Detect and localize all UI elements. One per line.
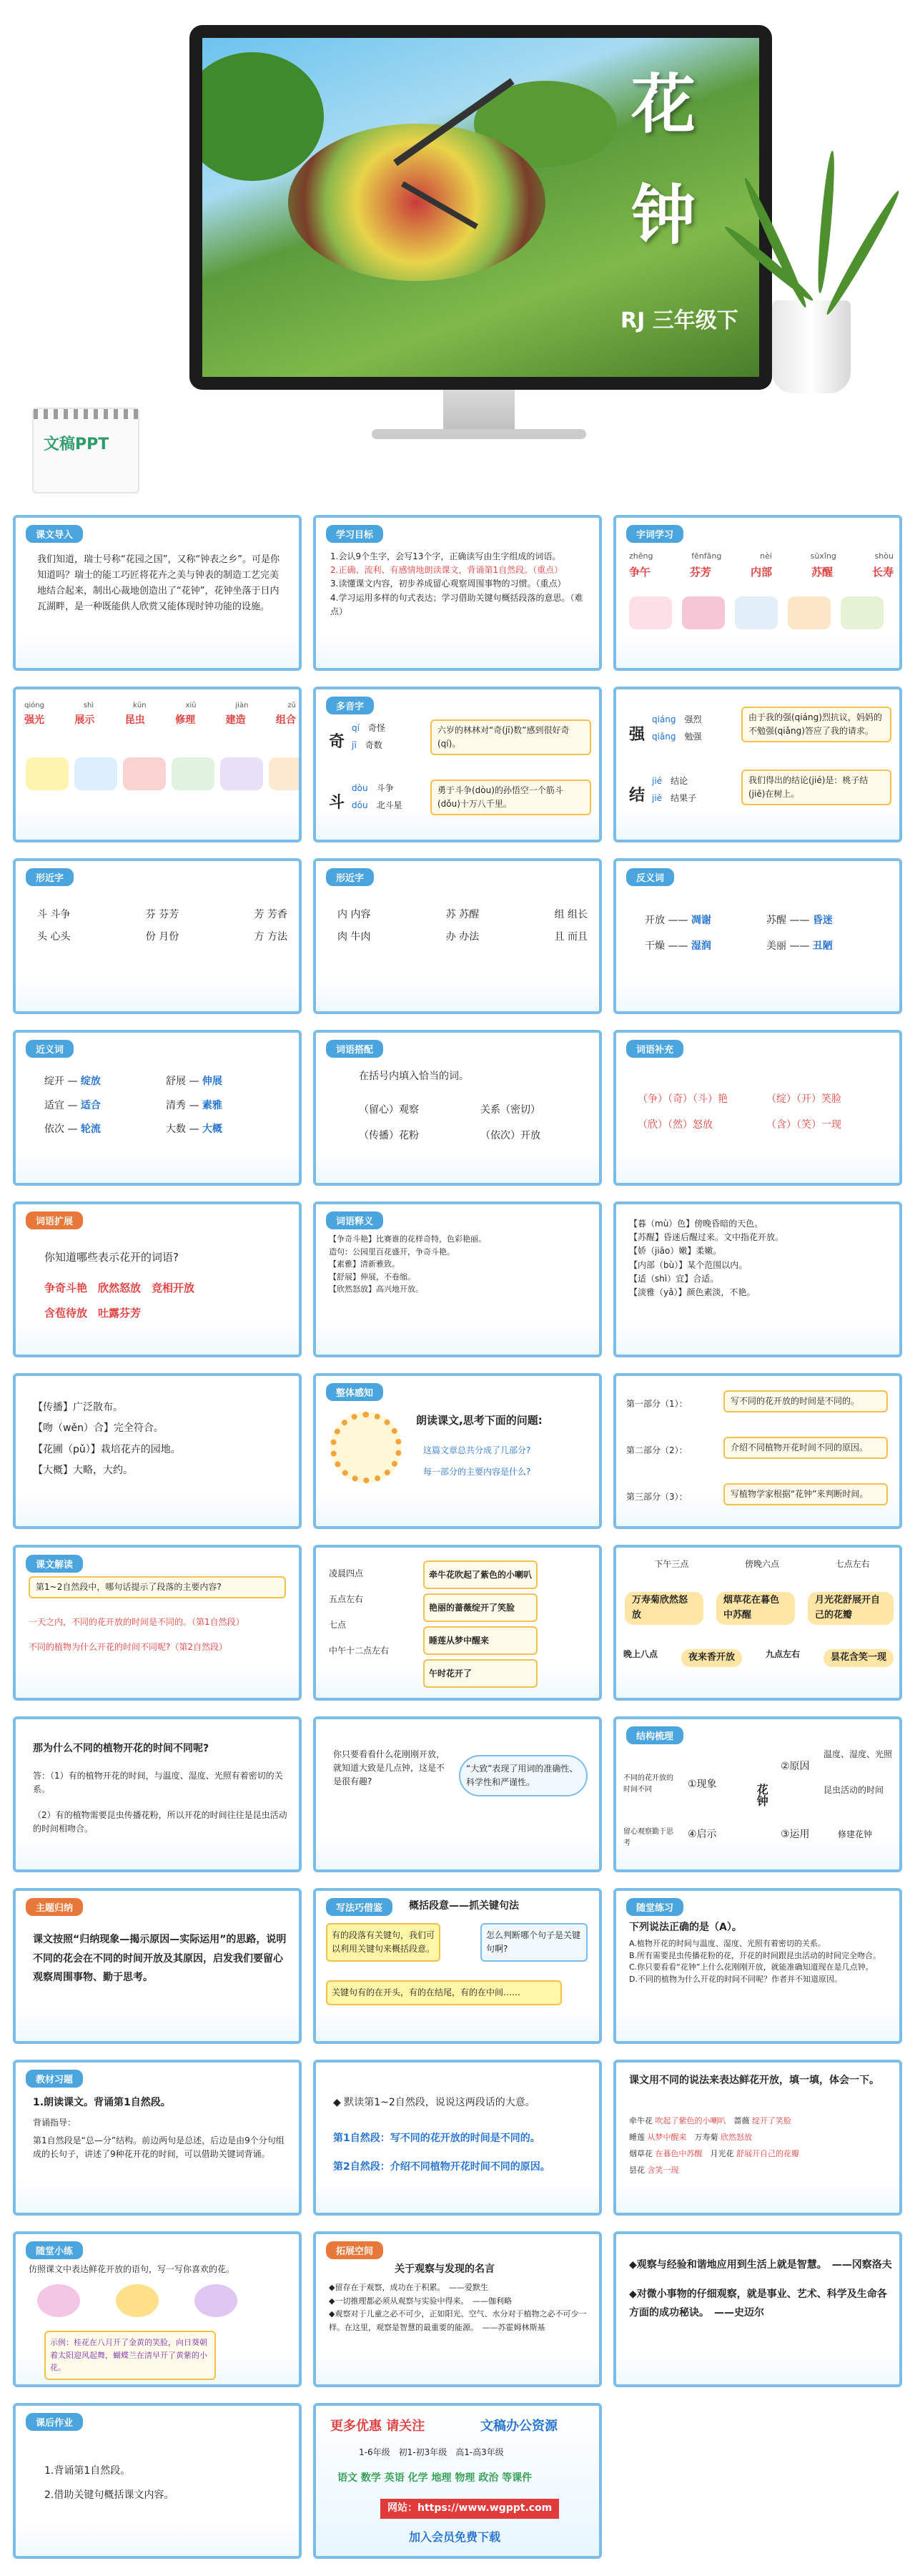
slide-intro — [13, 515, 302, 671]
homework-item: 1.背诵第1自然段。 — [44, 2465, 131, 2477]
supplement-item: （含）（笑）一现 — [766, 1119, 841, 1131]
plant-pot — [772, 300, 851, 393]
flower-name: 烟草花 — [629, 2149, 653, 2159]
slide-parts — [613, 1373, 902, 1529]
option: A.植物开花的时间与温度、湿度、光照有着密切的关系。 — [629, 1939, 826, 1948]
polyphone-char: 结 — [629, 787, 646, 805]
slide-badge: 形近字 — [326, 868, 374, 886]
char: 苏 — [445, 909, 456, 920]
example-sentence: 我们得出的结论(jié)是：桃子结(jiē)在树上。 — [741, 770, 891, 805]
slide-overview — [313, 1373, 602, 1529]
flower-event: 艳丽的蔷薇绽开了笑脸 — [423, 1593, 538, 1622]
slide-writing-method — [313, 1888, 602, 2044]
word: 奇数 — [365, 740, 382, 750]
slide-extension — [313, 2231, 602, 2387]
slide-badge: 结构梳理 — [626, 1726, 683, 1744]
flower-name: 牵牛花 — [629, 2116, 653, 2125]
slide-quotes — [613, 2231, 902, 2387]
goal-item: 4.学习运用多样的句式表达；学习借助关键句概括段落的意思。（难点） — [330, 592, 583, 616]
slide-exercise — [13, 2060, 302, 2216]
slide-badge: 近义词 — [26, 1040, 74, 1058]
promo-subjects: 语文 数学 英语 化学 地理 物理 政治 等课件 — [337, 2472, 533, 2484]
slide-word-expansion — [13, 1201, 302, 1357]
structure-node: ②原因 — [781, 1761, 810, 1772]
note-bubble: “大致”表现了用词的准确性、科学性和严谨性。 — [459, 1755, 588, 1796]
option: D.不同的植物为什么开花的时间不同呢？作者并不知道原因。 — [629, 1974, 842, 1984]
word: 美丽 — [766, 940, 786, 953]
slide-badge: 反义词 — [626, 868, 674, 886]
homework-item: 2.借助关键句概括课文内容。 — [44, 2489, 174, 2501]
slide-antonyms: 反义词 开放 —— 凋谢 干燥 —— 湿润 苏醒 —— 昏迷 美丽 —— 丑陋 — [613, 858, 902, 1014]
word: 北斗星 — [376, 800, 402, 810]
flower-event: 午时花开了 — [423, 1659, 538, 1688]
word: 芳香 — [267, 909, 287, 920]
cover-title-char-2: 钟 — [631, 177, 696, 253]
speech-bubble: 有的段落有关键句，我们可以利用关键句来概括段意。 — [326, 1923, 440, 1962]
answer: 不同的植物为什么开花的时间不同呢?（第2自然段） — [29, 1642, 228, 1652]
slide-badge: 多音字 — [326, 697, 374, 714]
pinyin: zhēng — [629, 551, 653, 561]
char: 头 — [37, 930, 47, 943]
synonym: 素雅 — [202, 1099, 222, 1111]
word: 长寿 — [871, 566, 894, 579]
collocation-item: （留心）观察 — [359, 1104, 419, 1116]
slide-badge: 课文导入 — [26, 525, 83, 543]
char: 内 — [337, 909, 347, 920]
word: 组长 — [567, 909, 588, 920]
synonym: 绽放 — [80, 1076, 101, 1087]
char: 办 — [445, 930, 456, 943]
overview-question: 这篇文章总共分成了几部分? — [423, 1445, 531, 1455]
slide-badge: 教材习题 — [26, 2070, 83, 2088]
structure-detail: 修建花钟 — [838, 1829, 873, 1839]
slide-badge: 整体感知 — [326, 1383, 383, 1401]
pinyin: dòu — [352, 783, 368, 793]
collocation-lead: 在括号内填入恰当的词。 — [359, 1071, 469, 1082]
word: 而且 — [567, 930, 588, 943]
word: 强光 — [24, 714, 44, 726]
synonym: 大概 — [202, 1124, 222, 1136]
method-title: 概括段意——抓关键句法 — [409, 1900, 519, 1912]
antonym: 凋谢 — [691, 915, 711, 926]
slide-badge: 课文解读 — [26, 1555, 83, 1573]
word: 结果子 — [671, 793, 697, 803]
structure-node: ④启示 — [688, 1829, 717, 1840]
option: B.所有需要昆虫传播花粉的花，开花的时间跟昆虫活动的时间完全吻合。 — [629, 1950, 881, 1960]
flower-name: 万寿菊 — [694, 2133, 718, 2143]
expansion-lead: 你知道哪些表示花开的词语? — [44, 1251, 179, 1264]
word: 修理 — [175, 714, 196, 726]
reading-line: 第2自然段：介绍不同植物开花时间不同的原因。 — [333, 2161, 550, 2173]
time-label: 下午三点 — [654, 1559, 689, 1569]
promo-brand: 文稿办公资源 — [480, 2419, 558, 2434]
char: 方 — [254, 930, 264, 943]
word: 绽开 — [44, 1076, 64, 1087]
example-sentence: 由于我的强(qiáng)烈抗议，妈妈的不勉强(qiǎng)答应了我的请求。 — [741, 707, 891, 742]
part-label: 第一部分（1）： — [626, 1399, 688, 1409]
word: 强烈 — [684, 714, 702, 724]
flower-name: 蔷薇 — [733, 2116, 750, 2125]
flower-event: 昙花含笑一现 — [824, 1649, 894, 1667]
slide-badge: 主题归纳 — [26, 1898, 83, 1916]
quote: ◆观察对于儿童之必不可少，正如阳光、空气、水分对于植物之必不可少一样。在这里，观察是智慧的最重要的能源。 ——苏霍姆林斯基 — [329, 2309, 587, 2333]
collocation-item: （传播）花粉 — [359, 1130, 419, 1142]
pinyin: qióng — [24, 702, 44, 709]
time-label: 中午十二点左右 — [329, 1646, 390, 1656]
quote: ◆观察与经验和谐地应用到生活上就是智慧。 ——冈察洛夫 — [629, 2259, 892, 2271]
word: 展示 — [74, 714, 95, 726]
time-label: 晚上八点 — [623, 1649, 658, 1659]
brand-logo: 文稿PPT — [44, 436, 109, 453]
slide-homework — [13, 2403, 302, 2559]
slide-badge: 拓展空间 — [326, 2241, 383, 2259]
clock-icon — [330, 1412, 402, 1483]
part-answer: 介绍不同植物开花时间不同的原因。 — [723, 1437, 888, 1459]
exercise-line: 第1自然段是“总—分”结构。前边两句是总述，后边是由9个分句组成的长句子，讲述了9种花开花的时间，可以借助关键词背诵。 — [33, 2135, 285, 2160]
structure-detail: 昆虫活动的时间 — [824, 1785, 884, 1795]
word: 苏醒 — [811, 566, 833, 579]
word: 办法 — [459, 930, 480, 943]
slide-word-supplement — [613, 1030, 902, 1186]
flower-illustrations — [37, 2284, 237, 2317]
word: 斗争 — [376, 783, 394, 793]
antonym: 丑陋 — [812, 940, 833, 953]
antonym: 昏迷 — [812, 915, 833, 926]
slide-vocab-2 — [13, 687, 302, 842]
slide-polyphone-2 — [613, 687, 902, 842]
overview-question: 每一部分的主要内容是什么? — [423, 1467, 531, 1477]
part-answer: 写植物学家根据“花钟”来判断时间。 — [723, 1483, 888, 1505]
pinyin: qí — [352, 723, 360, 733]
question: 那为什么不同的植物开花的时间不同呢? — [33, 1743, 209, 1754]
question: 仿照课文中表达鲜花开放的语句，写一写你喜欢的花。 — [29, 2264, 235, 2274]
char: 肉 — [337, 930, 347, 943]
pinyin: jiē — [652, 793, 663, 803]
synonym: 适合 — [80, 1099, 101, 1111]
slide-badge: 词语搭配 — [326, 1040, 383, 1058]
word: 牛肉 — [350, 930, 371, 943]
polyphone-char: 斗 — [329, 794, 345, 812]
flower-phrase: 舒展开自己的花瓣 — [736, 2149, 799, 2159]
structure-node: ①现象 — [688, 1779, 717, 1790]
pinyin: jié — [652, 776, 663, 786]
char: 斗 — [37, 909, 47, 920]
pinyin: shòu — [874, 551, 894, 561]
question: 第1~2自然段中，哪句话提示了段落的主要内容? — [29, 1576, 286, 1598]
promo-title: 更多优惠 请关注 — [330, 2419, 425, 2434]
pinyin: dǒu — [352, 800, 368, 810]
char: 份 — [145, 930, 156, 943]
time-label: 七点左右 — [835, 1559, 870, 1569]
slide-badge: 字词学习 — [626, 525, 683, 543]
quote: ◆对微小事物的仔细观察，就是事业、艺术、科学及生命各方面的成功秘诀。 ——史迈尔 — [629, 2288, 887, 2319]
cover-image — [202, 38, 759, 377]
slide-badge: 课后作业 — [26, 2413, 83, 2431]
word: 内容 — [350, 909, 371, 920]
flower-phrase: 欣然怒放 — [721, 2133, 752, 2143]
word: 勉强 — [684, 732, 702, 742]
word: 方法 — [267, 930, 287, 943]
structure-detail: 温度、湿度、光照 — [824, 1749, 893, 1759]
pinyin: xiū — [185, 702, 197, 709]
quote-text: 你只要看看什么花刚刚开放，就知道大致是几点钟，这是不是很有趣? — [333, 1749, 445, 1787]
pinyin: kūn — [133, 702, 147, 709]
word: 芬芳 — [159, 909, 179, 920]
word: 苏醒 — [459, 909, 480, 920]
question: 课文用不同的说法来表达鲜花开放，填一填，体会一下。 — [629, 2075, 879, 2086]
word: 清秀 — [166, 1099, 186, 1111]
slide-practice — [613, 1888, 902, 2044]
example-sentence: 六岁的林林对“奇(jī)数”感到很好奇(qí)。 — [430, 719, 591, 755]
word: 争午 — [629, 566, 651, 579]
structure-note: 留心观察勤于思考 — [623, 1828, 673, 1847]
flower-name: 昙花 — [629, 2165, 645, 2176]
flower-phrase: 在暮色中苏醒 — [655, 2149, 703, 2159]
slide-word-meaning — [313, 1201, 602, 1357]
intro-text: 我们知道，瑞士号称“花园之国”，又称“钟表之乡”。可是你知道吗？瑞士的能工巧匠将花卉之美与钟表的制造工艺完美地结合起来，制出心裁地创造出了“花钟”，花钟坐落于日内瓦湖畔，是一种既能供人欣赏又能体现时钟功能的设施。 — [37, 554, 280, 613]
cover-title-char-1: 花 — [631, 67, 696, 142]
exercise-line: 背诵指导： — [33, 2118, 76, 2128]
quote: ◆留存在于观察，成功在于积累。 ——爱默生 — [329, 2283, 488, 2292]
flower-phrase: 含笑一现 — [647, 2165, 679, 2176]
char: 组 — [554, 909, 565, 920]
slide-similar-chars-1 — [13, 858, 302, 1014]
time-label: 七点 — [329, 1620, 347, 1630]
slide-time-table-2 — [613, 1545, 902, 1701]
question: 下列说法正确的是（A）。 — [629, 1922, 742, 1933]
synonym: 伸展 — [202, 1076, 222, 1087]
word: 昆虫 — [124, 714, 145, 726]
antonym: 湿润 — [691, 940, 711, 953]
word: 依次 — [44, 1124, 64, 1136]
reading-line: ◆ 默读第1~2自然段，说说这两段话的大意。 — [333, 2097, 535, 2108]
slide-badge: 词语补充 — [626, 1040, 683, 1058]
slide-mini-practice — [13, 2231, 302, 2387]
answer: 一天之内，不同的花开放的时间是不同的。（第1自然段） — [29, 1617, 244, 1627]
promo-grades: 1-6年级 初1-初3年级 高1-高3年级 — [359, 2447, 504, 2457]
flower-phrase: 绽开了笑脸 — [752, 2116, 791, 2125]
exercise-line: 1.朗读课文。背诵第1自然段。 — [33, 2097, 171, 2108]
supplement-item: （欣）（然）怒放 — [638, 1119, 713, 1131]
logo-calendar — [32, 408, 139, 493]
part-answer: 写不同的花开放的时间是不同的。 — [723, 1390, 888, 1412]
char: 且 — [554, 930, 565, 943]
slide-badge: 随堂小练 — [26, 2241, 83, 2259]
flower-event: 夜来香开放 — [681, 1649, 742, 1667]
flower-event: 烟草花在暮色中苏醒 — [716, 1592, 795, 1625]
meaning-text: 【暮（mù）色】傍晚昏暗的天色。 【苏醒】昏迷后醒过来。文中指花开放。 【娇（jiāo）嫩】柔嫩。 【内部（bù）】某个范围以内。 【适（shì）宜】合适。 【淡雅（yǎ）】颜色素淡，不艳。 — [629, 1219, 784, 1297]
polyphone-char: 奇 — [329, 733, 345, 751]
slide-word-meaning-2 — [613, 1201, 902, 1357]
time-label: 傍晚六点 — [744, 1559, 779, 1569]
supplement-item: （争）（奇）（斗）艳 — [638, 1093, 728, 1105]
expansion-words: 争奇斗艳 欣然怒放 竞相开放 — [44, 1282, 195, 1294]
slide-badge: 随堂练习 — [626, 1898, 683, 1916]
quote: ◆一切推理都必须从观察与实验中得来。 ——伽利略 — [329, 2296, 512, 2306]
word: 月份 — [159, 930, 179, 943]
speech-bubble: 关键句有的在开头，有的在结尾，有的在中间…… — [326, 1980, 562, 2005]
word: 芬芳 — [689, 566, 711, 579]
slide-polyphone-1 — [313, 687, 602, 842]
answer: 答：（1）有的植物开花的时间，与温度、湿度、光照有着密切的关系。 — [33, 1771, 283, 1795]
word: 适宜 — [44, 1099, 64, 1111]
flower-phrase: 从梦中醒来 — [647, 2133, 687, 2143]
expansion-words: 含苞待放 吐露芬芳 — [44, 1307, 142, 1319]
slide-badge: 词语释义 — [326, 1211, 383, 1229]
vocab-illustrations — [629, 596, 884, 629]
pinyin: nèi — [760, 551, 772, 561]
slide-word-choice — [313, 1716, 602, 1872]
vocab-illustrations — [26, 757, 302, 790]
slide-reason — [13, 1716, 302, 1872]
slide-theme — [13, 1888, 302, 2044]
slide-silent-reading — [313, 2060, 602, 2216]
flower-event: 月光花舒展开自己的花瓣 — [808, 1592, 894, 1625]
goal-item: 1.会认9个生字，会写13个字，正确读写由生字组成的词语。 — [330, 551, 561, 561]
word: 建造 — [225, 714, 246, 726]
polyphone-char: 强 — [629, 726, 646, 744]
collocation-item: 关系（密切） — [480, 1104, 540, 1116]
pinyin: zǔ — [287, 702, 296, 709]
reading-line: 第1自然段：写不同的花开放的时间是不同的。 — [333, 2133, 540, 2144]
word: 大数 — [166, 1124, 186, 1136]
theme-text: 课文按照“归纳现象—揭示原因—实际运用”的思路，说明不同的花会在不同的时间开放及其原因，启发我们要留心观察周围事物、勤于思考。 — [33, 1934, 287, 1984]
flower-event: 牵牛花吹起了紫色的小喇叭 — [423, 1560, 538, 1589]
time-label: 五点左右 — [329, 1594, 364, 1604]
part-label: 第二部分（2）： — [626, 1445, 688, 1455]
flower-phrase: 吹起了紫色的小喇叭 — [655, 2116, 726, 2125]
slide-badge: 写法巧借鉴 — [326, 1898, 392, 1916]
overview-lead: 朗读课文,思考下面的问题: — [416, 1414, 543, 1427]
slide-promo — [313, 2403, 602, 2559]
example-box: 示例：桂花在八月开了金黄的笑脸，向日葵朝着太阳迎风起舞，蝴蝶兰在清早开了黄紫的小花。 — [44, 2331, 216, 2380]
structure-note: 不同的花开放的时间不同 — [623, 1774, 673, 1794]
slide-similar-chars-2 — [313, 858, 602, 1014]
pinyin: sūxǐng — [810, 551, 836, 561]
flower-event: 万寿菊欣然怒放 — [625, 1592, 703, 1625]
slide-goals — [313, 515, 602, 671]
slide-badge: 学习目标 — [326, 525, 383, 543]
flower-name: 月光花 — [710, 2149, 734, 2159]
word: 内部 — [750, 566, 772, 579]
word: 斗争 — [50, 909, 71, 920]
word: 结论 — [671, 776, 688, 786]
part-label: 第三部分（3）： — [626, 1492, 688, 1502]
meaning-text: 【争奇斗艳】比赛谁的花样奇特，色彩艳丽。 造句：公园里百花盛开，争奇斗艳。 【素雅】清新雅致。 【舒展】伸展，不卷缩。 【欣然怒放】高兴地开放。 — [329, 1234, 486, 1294]
pinyin: qiáng — [652, 714, 676, 724]
extension-title: 关于观察与发现的名言 — [395, 2263, 495, 2275]
option: C.你只要看看“花钟”上什么花刚刚开放，就能准确知道现在是几点钟。 — [629, 1962, 874, 1972]
promo-site-link[interactable]: 网站：https://www.wgppt.com — [380, 2499, 559, 2519]
pinyin: qiǎng — [652, 732, 676, 742]
speech-bubble: 怎么判断哪个句子是关键句啊? — [480, 1923, 588, 1962]
supplement-item: （绽）（开）笑脸 — [766, 1093, 841, 1105]
slide-word-meaning-3 — [13, 1373, 302, 1529]
structure-node: ③运用 — [781, 1829, 810, 1840]
pinyin: jī — [352, 740, 357, 750]
slide-interpretation — [13, 1545, 302, 1701]
slide-structure — [613, 1716, 902, 1872]
word: 干燥 — [645, 940, 665, 953]
slide-vocab-1 — [613, 515, 902, 671]
word: 舒展 — [166, 1076, 186, 1087]
slide-time-table-1 — [313, 1545, 602, 1701]
slide-synonyms: 近义词 绽开 — 绽放 适宜 — 适合 依次 — 轮流 舒展 — 伸展 清秀 — 素雅 大数 — 大概 — [13, 1030, 302, 1186]
monitor-frame — [189, 25, 772, 390]
cover-grade: RJ 三年级下 — [620, 308, 738, 333]
meaning-text: 【传播】广泛散布。 【吻（wěn）合】完全符合。 【花圃（pǔ）】栽培花卉的园地。 【大概】大略，大约。 — [33, 1402, 181, 1477]
pinyin: fēnfāng — [691, 551, 722, 561]
example-sentence: 勇于斗争(dòu)的孙悟空一个筋斗(dǒu)十万八千里。 — [430, 780, 591, 815]
cover-area — [0, 0, 915, 501]
goal-item: 3.读懂课文内容，初步养成留心观察周围事物的习惯。（重点） — [330, 579, 566, 589]
promo-join[interactable]: 加入会员免费下载 — [409, 2530, 501, 2544]
slide-fill-in — [613, 2060, 902, 2216]
word: 奇怪 — [367, 723, 385, 733]
goal-item: 2.正确、流利、有感情地朗读课文，背诵第1自然段。（重点） — [330, 565, 563, 576]
slide-badge: 形近字 — [26, 868, 74, 886]
structure-center: 花钟 — [755, 1784, 769, 1806]
pinyin: shì — [83, 702, 94, 709]
flower-name: 睡莲 — [629, 2133, 645, 2143]
word: 开放 — [645, 915, 665, 926]
slide-collocation — [313, 1030, 602, 1186]
flower-event: 睡莲从梦中醒来 — [423, 1626, 538, 1655]
time-label: 九点左右 — [765, 1649, 800, 1659]
pinyin: jiàn — [235, 702, 249, 709]
answer: （2）有的植物需要昆虫传播花粉，所以开花的时间往往是昆虫活动的时间相吻合。 — [33, 1810, 287, 1834]
char: 芬 — [145, 909, 156, 920]
word: 苏醒 — [766, 915, 786, 926]
word: 组合 — [275, 714, 296, 726]
synonym: 轮流 — [80, 1124, 101, 1136]
char: 芳 — [254, 909, 264, 920]
collocation-item: （依次）开放 — [480, 1130, 540, 1142]
time-label: 凌晨四点 — [329, 1568, 364, 1578]
slide-badge: 词语扩展 — [26, 1211, 83, 1229]
word: 心头 — [50, 930, 71, 943]
